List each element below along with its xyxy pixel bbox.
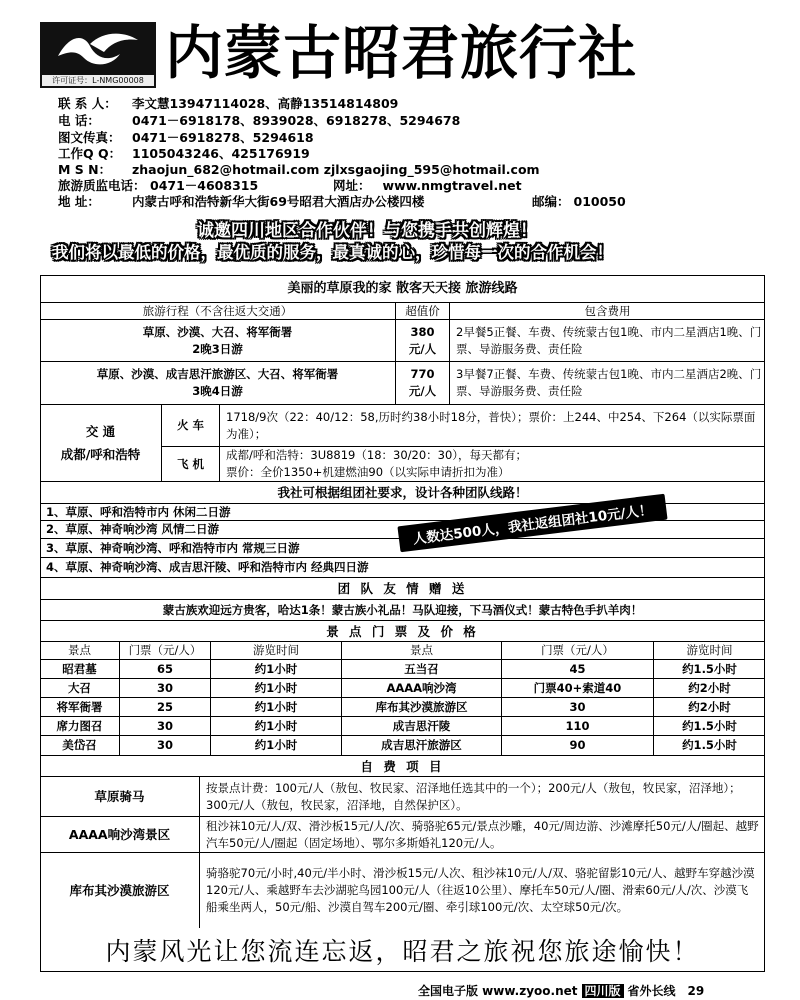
transport-row <box>40 405 765 482</box>
ticket-header-row: 景点 门票（元/人） 游览时间 景点 门票（元/人） 游览时间 <box>40 642 765 660</box>
group-line: 4、草原、神奇响沙湾、成吉思汗陵、呼和浩特市内 经典四日游 <box>40 558 765 578</box>
ticket-heading: 景 点 门 票 及 价 格 <box>326 623 479 639</box>
optional-desc: 按景点计费：100元/人（敖包、牧民家、沼泽地任选其中的一个）；200元/人（敖包，牧民家，沼泽地）；300元/人（敖包，牧民家，沼泽地，自然保护区）。 <box>206 780 741 812</box>
slogan-line-1: 诚邀四川地区合作伙伴！与您携手共创辉煌！ <box>197 221 537 241</box>
license-number: 许可证号：L-NMG00008 <box>42 75 154 86</box>
optional-desc: 租沙袜10元/人/双、滑沙板15元/人/次、骑骆驼65元/景点沙雕，40元/周边游、沙滩摩托50元/人/圈起、越野汽车50元/人/圈起（固定场地）、鄂尔多斯婚礼120元/人。 <box>206 818 759 850</box>
flight-label: 飞 机 <box>162 447 220 482</box>
gift-heading-row <box>40 578 765 600</box>
optional-name: 草原骑马 <box>40 777 200 816</box>
route-includes: 3早餐7正餐、车费、传统蒙古包1晚、市内二星酒店2晚、门票、导游服务费、责任险 <box>456 367 762 398</box>
col-price: 超值价 <box>396 303 450 319</box>
optional-name: AAAA响沙湾景区 <box>40 817 200 852</box>
contact-line: M S N： zhaojun_682@hotmail.com zjlxsgaojing_595@hotmail.com <box>58 162 540 177</box>
ticket-row: 大召 30 约1小时 AAAA响沙湾 门票40+索道40 约2小时 <box>40 679 765 698</box>
edition-text: 全国电子版 www.zyoo.net <box>418 984 578 998</box>
route-name: 草原、沙漠、大召、将军衙署 2晚3日游 <box>40 320 396 361</box>
company-name: 内蒙古昭君旅行社 <box>165 19 638 87</box>
contact-line: 工作Q Q： 1105043246、425176919 <box>58 146 310 161</box>
route-includes: 2早餐5正餐、车费、传统蒙古包1晚、市内二星酒店1晚、门票、导游服务费、责任险 <box>456 324 762 356</box>
gift-row <box>40 600 765 621</box>
ticket-heading-row <box>40 621 765 642</box>
optional-desc: 骑骆驼70元/小时,40元/半小时、滑沙板15元/人次、租沙袜10元/人/双、骆驼留影10元/人、越野车穿越沙漠120元/人、乘越野车去沙湖驼鸟园100元/人（往返10公里）、摩托车50元/人/圈、滑索60元/人/次、沙漠飞船乘坐两人，50元/船、沙漠自驾车200元/圈、牵引球100元/次、太空球50元/次。 <box>206 866 755 914</box>
ticket-row: 美岱召 30 约1小时 成吉思汗旅游区 90 约1.5小时 <box>40 736 765 756</box>
tour-title: 美丽的草原我的家 散客天天接 旅游线路 <box>287 281 518 296</box>
optional-row <box>40 777 765 817</box>
route-name: 草原、沙漠、成吉思汗旅游区、大召、将军衙署 3晚4日游 <box>40 362 396 404</box>
optional-heading-row <box>40 756 765 777</box>
ticket-row: 席力图召 30 约1小时 成吉思汗陵 110 约1.5小时 <box>40 717 765 736</box>
group-line: 2、草原、神奇响沙湾 风情二日游 <box>40 521 765 539</box>
bottom-slogan: 内蒙风光让您流连忘返，昭君之旅祝您旅途愉快！ <box>105 937 700 966</box>
route-row <box>40 362 765 405</box>
page-number: 29 <box>687 984 705 998</box>
group-line: 1、草原、呼和浩特市内 休闲二日游 <box>40 504 765 521</box>
slogan-line-2: 我们将以最低的价格，最优质的服务，最真诚的心，珍惜每一次的合作机会！ <box>52 243 613 262</box>
contact-line: 电 话： 0471－6918178、8939028、6918278、5294678 <box>58 113 461 128</box>
website: 网址： www.nmgtravel.net <box>333 178 522 193</box>
gift-heading: 团 队 友 情 赠 送 <box>337 581 468 596</box>
tour-title-row <box>40 275 765 303</box>
company-logo <box>40 22 156 88</box>
train-label: 火 车 <box>162 405 220 447</box>
col-route: 旅游行程（不含往返大交通） <box>40 303 396 319</box>
contact-line: 旅游质监电话： 0471－4608315 <box>58 178 259 193</box>
ticket-row: 昭君墓 65 约1小时 五当召 45 约1.5小时 <box>40 660 765 679</box>
contact-line: 联 系 人： 李文慧13947114028、高静13514814809 <box>58 96 399 111</box>
optional-name: 库布其沙漠旅游区 <box>40 853 200 928</box>
flight-info: 成都/呼和浩特：3U8819（18：30/20：30），每天都有； 票价：全价1350+机建燃油90（以实际申请折扣为准） <box>226 448 528 479</box>
edition-badge: 四川版 <box>582 984 624 998</box>
tour-header-row <box>40 303 765 320</box>
col-includes: 包含费用 <box>584 303 631 318</box>
route-price: 770 元/人 <box>396 362 450 404</box>
optional-row <box>40 817 765 853</box>
optional-heading: 自 费 项 目 <box>360 758 445 774</box>
group-heading: 我社可根据组团社要求，设计各种团队线路！ <box>277 485 528 500</box>
page-footer <box>418 982 704 999</box>
contact-line: 图文传真： 0471－6918278、5294618 <box>58 130 314 145</box>
route-price: 380 元/人 <box>396 320 450 361</box>
optional-row <box>40 853 765 928</box>
contact-line: 地 址： 内蒙古呼和浩特新华大街69号昭君大酒店办公楼四楼 <box>58 194 425 209</box>
gift-text: 蒙古族欢迎远方贵客，哈达1条！蒙古族小礼品！马队迎接，下马酒仪式！蒙古特色手扒羊肉！ <box>162 602 643 617</box>
postcode: 邮编： 010050 <box>532 194 626 209</box>
section-name: 省外长线 <box>627 984 676 998</box>
train-info: 1718/9次（22：40/12：58,历时约38小时18分，普快）；票价：上244、中254、下264（以实际票面为准）； <box>220 405 765 447</box>
transport-label: 交 通 成都/呼和浩特 <box>40 405 162 481</box>
rebate-stamp: 人数达500人，我社返组团社10元/人！ <box>397 494 667 553</box>
route-row <box>40 320 765 362</box>
group-line: 3、草原、神奇响沙湾、呼和浩特市内 常规三日游 <box>40 539 765 558</box>
ticket-row: 将军衙署 25 约1小时 库布其沙漠旅游区 30 约2小时 <box>40 698 765 717</box>
swan-logo-icon <box>50 26 146 74</box>
